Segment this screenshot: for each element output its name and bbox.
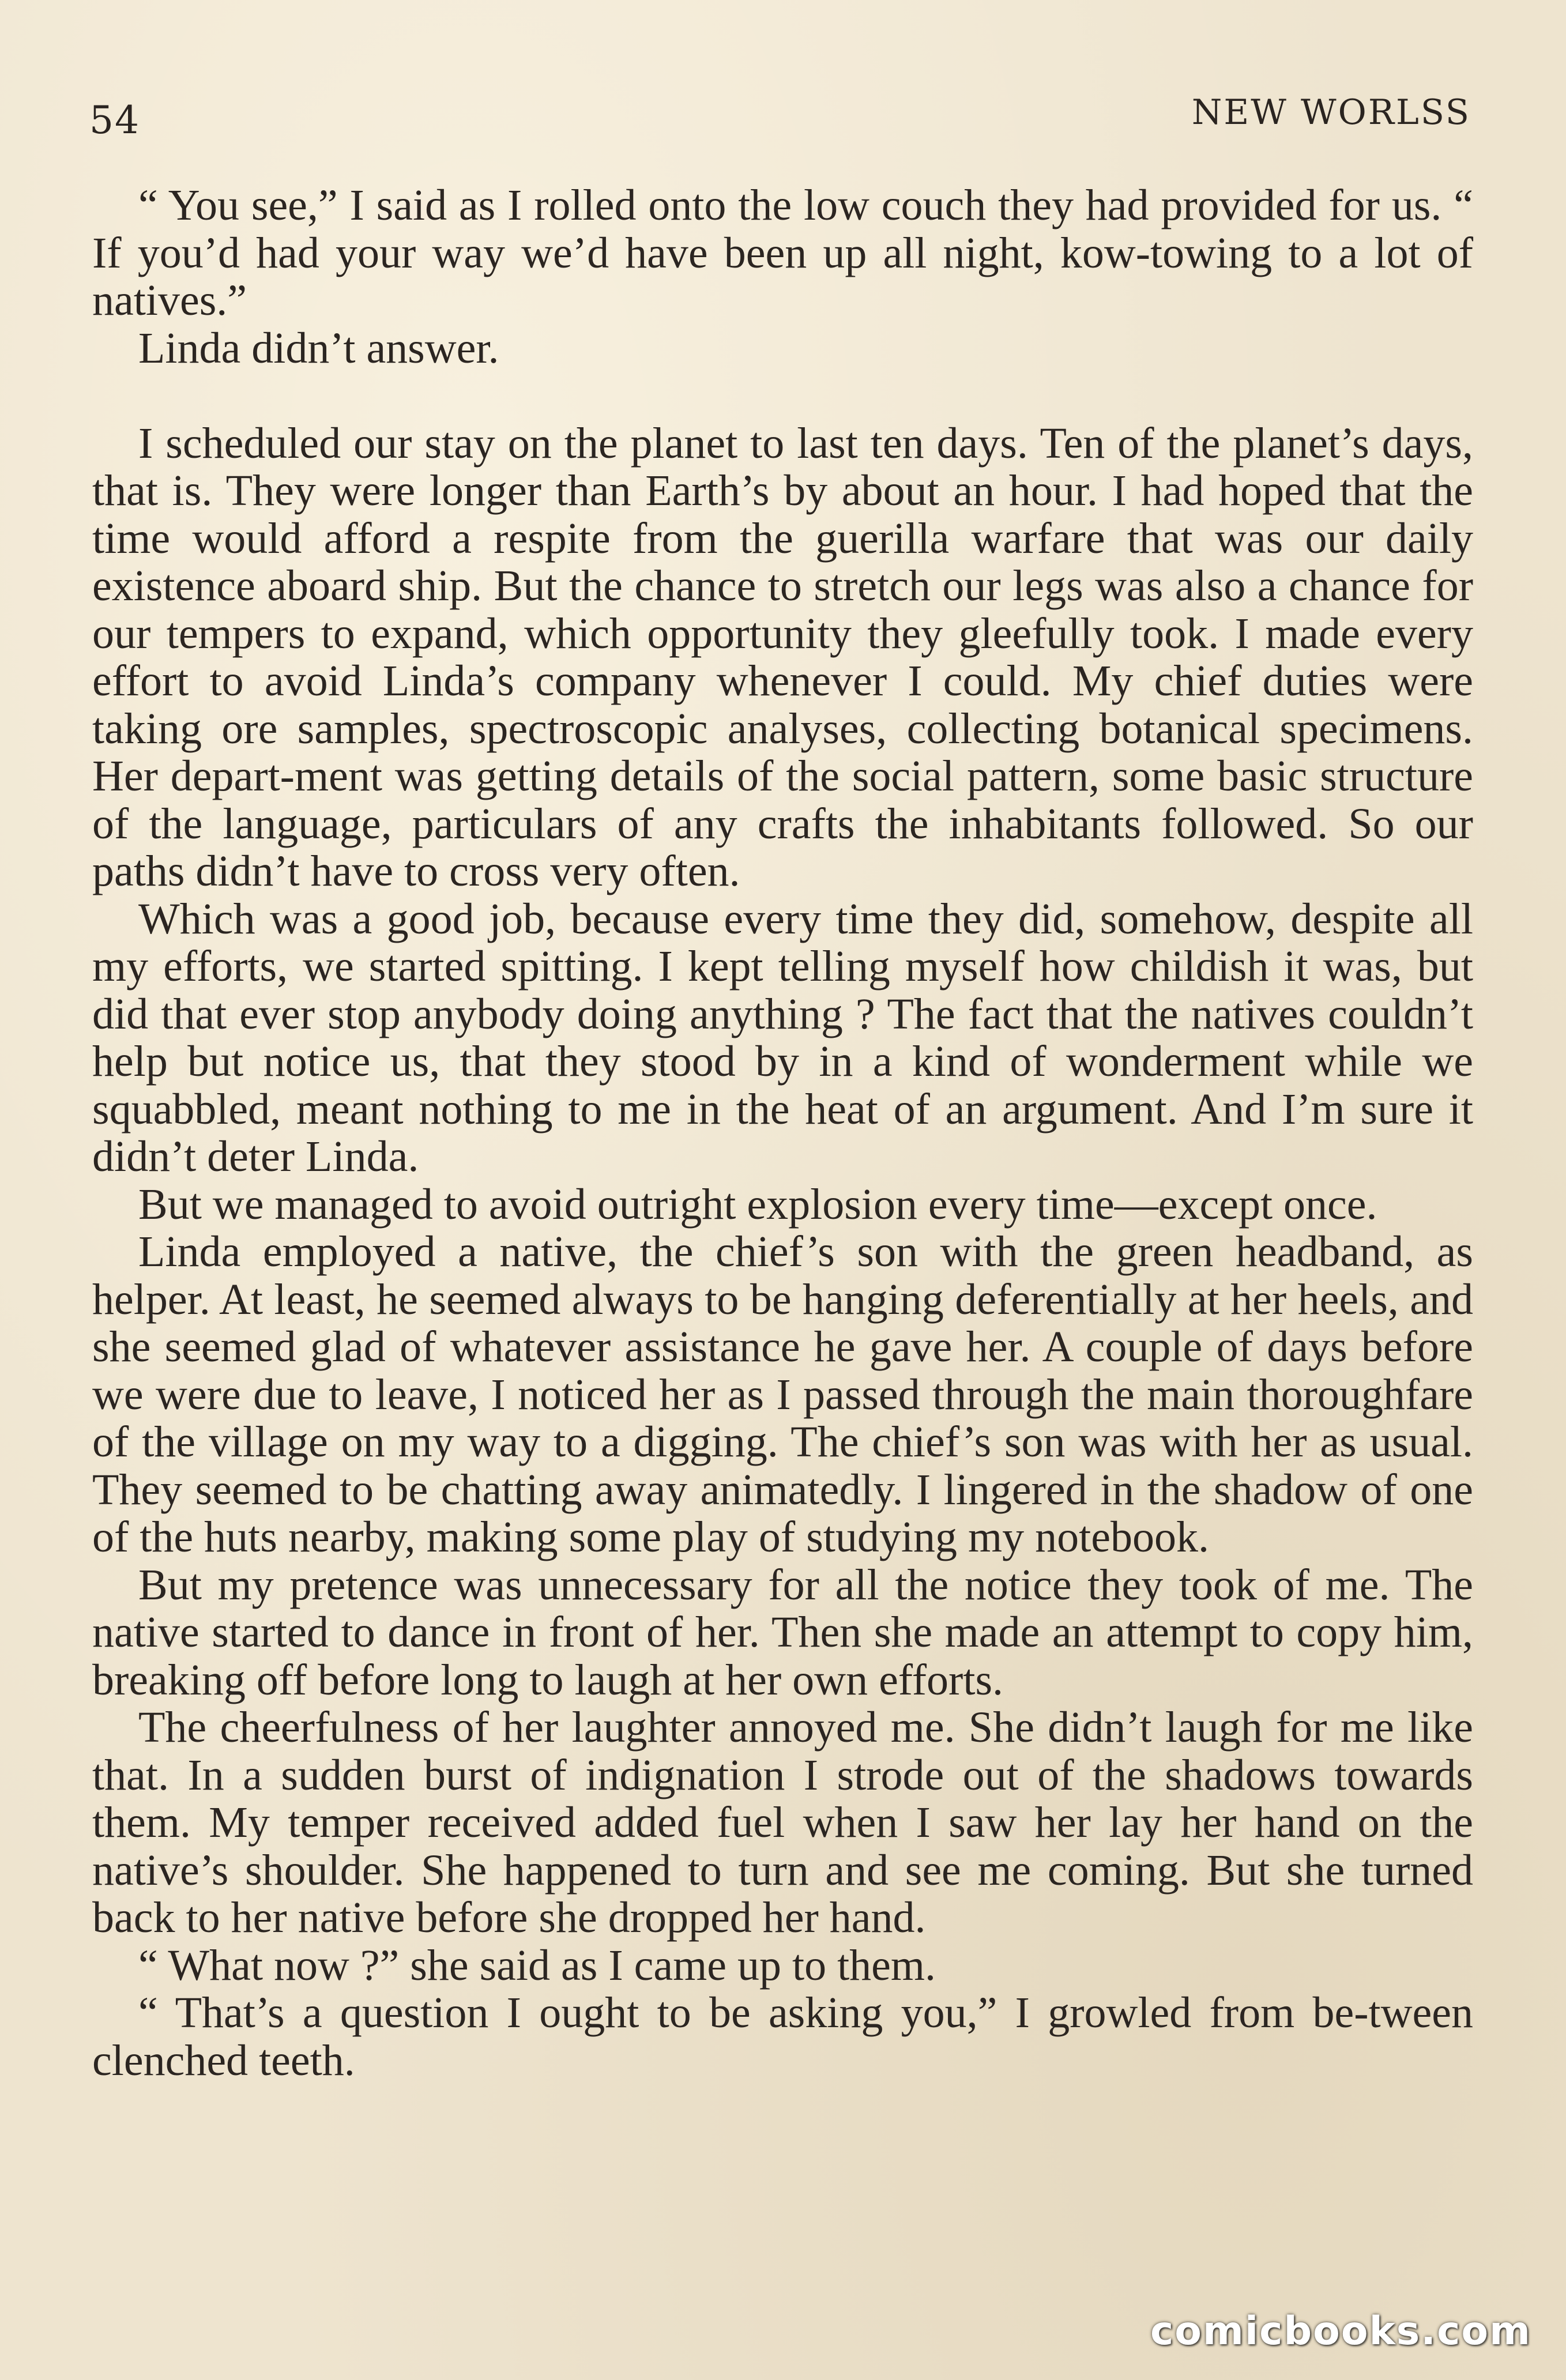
page-number: 54 <box>89 98 140 142</box>
paragraph: Linda didn’t answer. <box>138 323 499 372</box>
paragraph: Linda employed a native, the chief’s son with the green headband, as helper. At least, he seemed always to be hanging deferentially at her heels, and she seemed glad of whatever assistance he gave her. A couple of days before we were due to leave, I noticed her as I passed through the main thoroughfare of the village on my way to a digging. The chief’s son was with her as usual. They seemed to be chatting away animatedly. I lingered in the shadow of one of the huts nearby, making some play of studying my notebook. <box>92 1227 1473 1561</box>
paragraph: The cheerfulness of her laughter annoyed me. She didn’t laugh for me like that. In a sudden burst of indignation I strode out of the shadows towards them. My temper received added fuel when I saw her lay her hand on the native’s shoulder. She happened to turn and see me coming. But she turned back to her native before she dropped her hand. <box>92 1703 1473 1942</box>
section-break <box>92 372 1473 420</box>
body-text <box>92 182 1473 2084</box>
paragraph: I scheduled our stay on the planet to last ten days. Ten of the planet’s days, that is. They were longer than Earth’s by about an hour. I had hoped that the time would afford a respite from the guerilla warfare that was our daily existence aboard ship. But the chance to stretch our legs was also a chance for our tempers to expand, which opportunity they gleefully took. I made every effort to avoid Linda’s company whenever I could. My chief duties were taking ore samples, spectroscopic analyses, collecting botanical specimens. Her depart-ment was getting details of the social pattern, some basic structure of the language, particulars of any crafts the inhabitants followed. So our paths didn’t have to cross very often. <box>92 419 1473 895</box>
paragraph: “ That’s a question I ought to be asking you,” I growled from be-tween clenched teeth. <box>92 1989 1473 2085</box>
paragraph: But my pretence was unnecessary for all the notice they took of me. The native started to dance in front of her. Then she made an attempt to copy him, breaking off before long to laugh at her own efforts. <box>92 1560 1473 1704</box>
paragraph: “ You see,” I said as I rolled onto the low couch they had provided for us. “ If you’d had your way we’d have been up all night, kow-towing to a lot of natives.” <box>92 181 1473 325</box>
paragraph: “ What now ?” she said as I came up to them. <box>138 1941 936 1990</box>
paragraph: Which was a good job, because every time they did, somehow, despite all my efforts, we started spitting. I kept telling myself how childish it was, but did that ever stop anybody doing anything ? The fact that the natives couldn’t help but notice us, that they stood by in a kind of wonderment while we squabbled, meant nothing to me in the heat of an argument. And I’m sure it didn’t deter Linda. <box>92 894 1473 1181</box>
paragraph: But we managed to avoid outright explosion every time—except once. <box>138 1180 1377 1229</box>
watermark: comicbooks.com <box>1150 2309 1531 2354</box>
running-title: NEW WORLSS <box>1191 92 1471 133</box>
